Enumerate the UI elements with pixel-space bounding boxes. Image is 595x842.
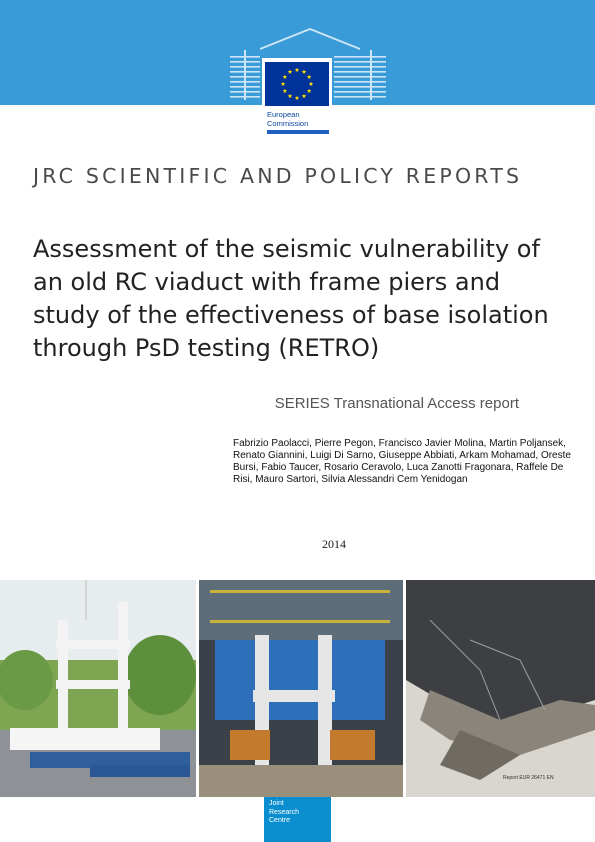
jrc-line-3: Centre — [269, 817, 291, 824]
organisation-line-2: Commission — [267, 119, 309, 128]
series-title: JRC SCIENTIFIC AND POLICY REPORTS — [33, 164, 523, 188]
logo-underline — [267, 130, 329, 134]
report-number: Report EUR 26471 EN — [503, 775, 554, 781]
jrc-name — [269, 800, 329, 826]
cover-photo-strip — [0, 580, 595, 797]
outdoor-viaduct-pier-photo — [0, 580, 196, 797]
report-subtitle: SERIES Transnational Access report — [274, 395, 519, 412]
eu-flag-icon — [265, 62, 329, 106]
laboratory-test-photo — [199, 580, 403, 797]
organisation-name — [267, 110, 327, 128]
organisation-line-1: European — [267, 110, 300, 119]
cracked-concrete-photo — [406, 580, 595, 797]
author-list: Fabrizio Paolacci, Pierre Pegon, Francisco Javier Molina, Martin Poljansek, Renato Giannini, Luigi Di Sarno, Giuseppe Abbiati, Arkam Mohamad, Oreste Bursi, Fabio Taucer, Rosario Ceravolo, Luca Zanotti Fragonara, Raffele De Risi, Mauro Sartori, Silvia Alessandri Cem Yenidogan — [233, 438, 571, 485]
jrc-line-1: Joint — [269, 800, 284, 807]
jrc-line-2: Research — [269, 808, 299, 816]
publication-year: 2014 — [322, 537, 346, 551]
report-title: Assessment of the seismic vulnerability of an old RC viaduct with frame piers and study of the effectiveness of base isolation through PsD testing (RETRO) — [33, 235, 549, 362]
